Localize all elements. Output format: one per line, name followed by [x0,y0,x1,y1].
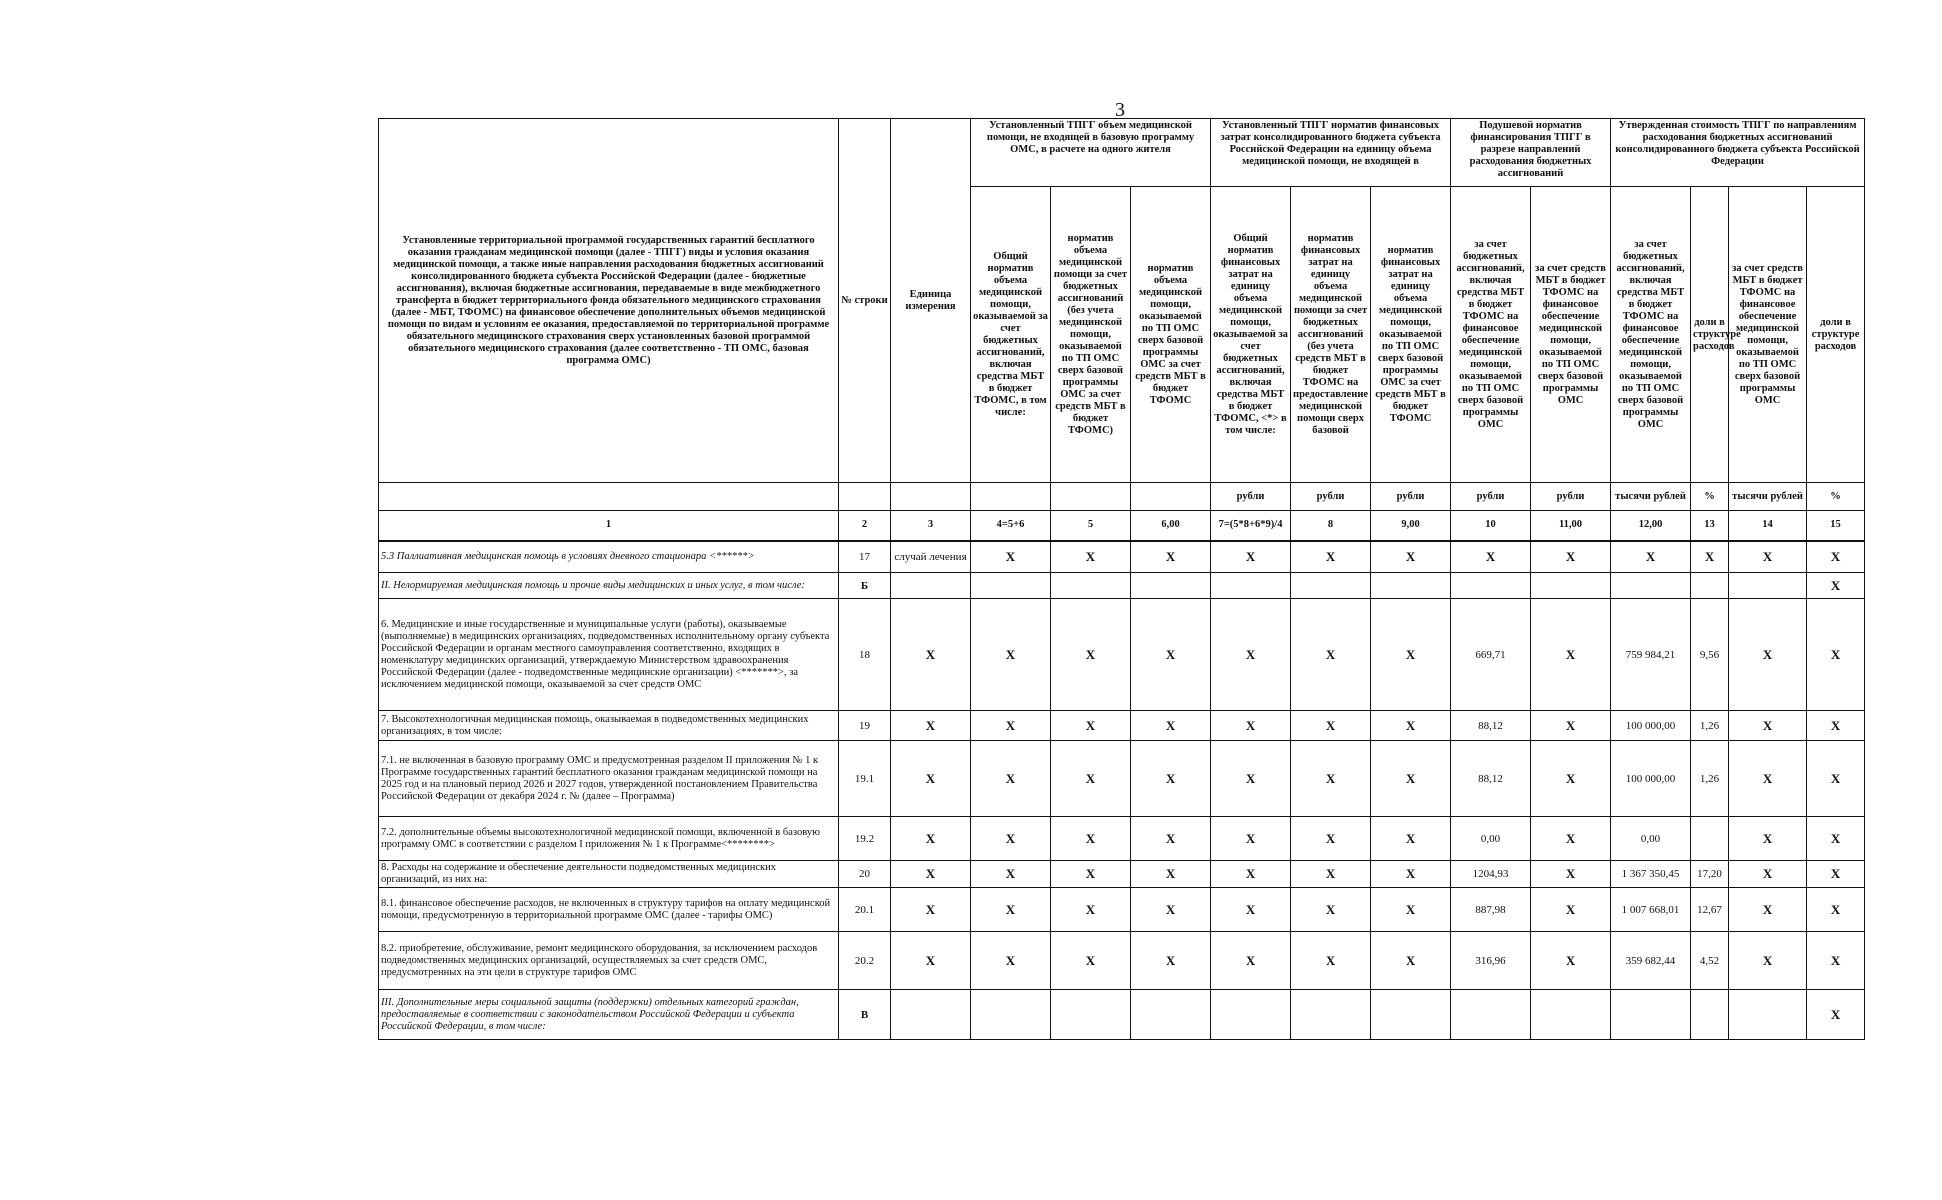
value-cell: X [1371,861,1451,888]
unit-cell: рубли [1451,483,1531,511]
value-cell: X [1211,932,1291,990]
value-cell [1531,573,1611,599]
table-row [379,932,1865,990]
value-cell: X [1051,541,1131,573]
unit-cell: X [891,741,971,817]
value-cell: X [1211,541,1291,573]
value-cell: 12,67 [1691,888,1729,932]
column-number: 13 [1691,511,1729,541]
value-cell [1291,990,1371,1040]
unit-cell: тысячи рублей [1611,483,1691,511]
value-cell: X [1691,541,1729,573]
unit-cell: рубли [1371,483,1451,511]
value-cell: X [1051,817,1131,861]
value-cell: X [1531,711,1611,741]
value-cell: 100 000,00 [1611,741,1691,817]
value-cell: X [1211,888,1291,932]
unit-cell: % [1691,483,1729,511]
unit-cell: X [891,711,971,741]
row-description: 7.2. дополнительные объемы высокотехнологичной медицинской помощи, включенной в базовую программу ОМС в соответствии с разделом I приложения № 1 к Программе<********> [379,817,839,861]
value-cell: X [1131,599,1211,711]
value-cell [971,573,1051,599]
row-number-cell: 18 [839,599,891,711]
value-cell [1451,573,1531,599]
value-cell: 0,00 [1611,817,1691,861]
value-cell: X [1531,541,1611,573]
value-cell: X [1807,990,1865,1040]
value-cell: X [1371,711,1451,741]
value-cell: X [1729,541,1807,573]
value-cell: X [971,932,1051,990]
value-cell: X [1211,711,1291,741]
row-number-cell: 19.1 [839,741,891,817]
value-cell: X [1051,888,1131,932]
header-sub-13: доли в структуре расходов [1691,187,1729,483]
row-number-cell: Б [839,573,891,599]
value-cell: X [1371,741,1451,817]
table-row [379,990,1865,1040]
table-row [379,741,1865,817]
unit-cell: рубли [1531,483,1611,511]
value-cell: X [1807,817,1865,861]
value-cell [1371,573,1451,599]
column-number: 10 [1451,511,1531,541]
value-cell: X [1051,861,1131,888]
value-cell: X [1291,541,1371,573]
value-cell: X [1729,888,1807,932]
financing-table [378,118,1865,1040]
unit-cell: тысячи рублей [1729,483,1807,511]
column-number: 1 [379,511,839,541]
value-cell: X [1291,741,1371,817]
value-cell: X [1729,741,1807,817]
row-number-cell: В [839,990,891,1040]
value-cell: X [1051,932,1131,990]
value-cell: X [971,711,1051,741]
column-number: 8 [1291,511,1371,541]
header-row-number: № строки [839,119,891,483]
value-cell: X [1131,741,1211,817]
value-cell: 9,56 [1691,599,1729,711]
unit-cell: % [1807,483,1865,511]
value-cell: X [971,541,1051,573]
value-cell: X [1729,932,1807,990]
unit-cell: X [891,932,971,990]
value-cell: X [971,599,1051,711]
page-number: 3 [1115,99,1125,121]
value-cell: X [1611,541,1691,573]
value-cell: 1 007 668,01 [1611,888,1691,932]
column-number: 5 [1051,511,1131,541]
value-cell: 88,12 [1451,711,1531,741]
unit-cell [839,483,891,511]
table-row [379,861,1865,888]
value-cell: X [1371,817,1451,861]
value-cell [1729,573,1807,599]
value-cell: 669,71 [1451,599,1531,711]
column-number: 11,00 [1531,511,1611,541]
column-number: 12,00 [1611,511,1691,541]
unit-cell: X [891,888,971,932]
value-cell: X [1211,861,1291,888]
value-cell [1691,990,1729,1040]
value-cell: X [1291,888,1371,932]
value-cell: X [1807,711,1865,741]
value-cell: X [1291,817,1371,861]
value-cell: X [1531,599,1611,711]
value-cell: X [1807,573,1865,599]
column-number: 6,00 [1131,511,1211,541]
header-sub-14: за счет средств МБТ в бюджет ТФОМС на финансовое обеспечение медицинской помощи, оказываемой по ТП ОМС сверх базовой программы ОМС [1729,187,1807,483]
value-cell: X [1807,541,1865,573]
value-cell [1291,573,1371,599]
header-sub-8: норматив финансовых затрат на единицу объема медицинской помощи за счет бюджетных ассигнований (без учета средств МБТ в бюджет ТФОМС на предоставление медицинской помощи сверх базовой [1291,187,1371,483]
value-cell: X [1371,932,1451,990]
value-cell [1211,573,1291,599]
value-cell: X [1131,541,1211,573]
column-number: 2 [839,511,891,541]
header-sub-9: норматив финансовых затрат на единицу объема медицинской помощи, оказываемой по ТП ОМС сверх базовой программы ОМС за счет средств МБТ в бюджет ТФОМС [1371,187,1451,483]
header-group-volume: Установленный ТПГГ объем медицинской помощи, не входящей в базовую программу ОМС, в расчете на одного жителя [971,119,1211,187]
column-number: 15 [1807,511,1865,541]
value-cell: X [1371,541,1451,573]
table-row [379,817,1865,861]
row-description: 7. Высокотехнологичная медицинская помощь, оказываемая в подведомственных медицинских организациях, в том числе: [379,711,839,741]
value-cell: X [1807,932,1865,990]
unit-cell: X [891,599,971,711]
value-cell [1531,990,1611,1040]
column-number: 4=5+6 [971,511,1051,541]
table-body [379,541,1865,1040]
row-number-cell: 20.2 [839,932,891,990]
value-cell: X [1371,599,1451,711]
value-cell: X [1729,817,1807,861]
value-cell: X [1051,741,1131,817]
unit-cell [379,483,839,511]
value-cell: X [1729,861,1807,888]
value-cell: X [1131,817,1211,861]
row-number-cell: 17 [839,541,891,573]
unit-cell [891,990,971,1040]
header-sub-6: норматив объема медицинской помощи, оказываемой по ТП ОМС сверх базовой программы ОМС за счет средств МБТ в бюджет ТФОМС [1131,187,1211,483]
table-row [379,573,1865,599]
column-number: 3 [891,511,971,541]
header-group-cost-norm: Установленный ТПГГ норматив финансовых затрат консолидированного бюджета субъекта Российской Федерации на единицу объема медицинской помощи, не входящей в [1211,119,1451,187]
row-description: 6. Медицинские и иные государственные и муниципальные услуги (работы), оказываемые (выполняемые) в медицинских организациях, подведомственных исполнительному органу субъекта Российской Федерации и органам местного самоуправления соответственно, входящих в номенклатуру медицинских организаций, утверждаемую Министерством здравоохранения Российской Федерации (далее - подведомственные медицинские организации) <*******>, за исключением медицинской помощи, оказываемой за счет средств ОМС [379,599,839,711]
value-cell [1691,573,1729,599]
row-number-cell: 20.1 [839,888,891,932]
value-cell: X [1729,711,1807,741]
value-cell: 0,00 [1451,817,1531,861]
header-group-approved-cost: Утвержденная стоимость ТПГГ по направлениям расходования бюджетных ассигнований консолидированного бюджета субъекта Российской Федерации [1611,119,1865,187]
value-cell: X [1531,817,1611,861]
value-cell [1131,990,1211,1040]
unit-cell [971,483,1051,511]
value-cell [1729,990,1807,1040]
unit-cell [1131,483,1211,511]
value-cell [1211,990,1291,1040]
header-sub-12: за счет бюджетных ассигнований, включая средства МБТ в бюджет ТФОМС на финансовое обеспечение медицинской помощи, оказываемой по ТП ОМС сверх базовой программы ОМС [1611,187,1691,483]
column-number: 14 [1729,511,1807,541]
value-cell: 887,98 [1451,888,1531,932]
value-cell: X [1807,741,1865,817]
value-cell: X [1807,861,1865,888]
value-cell: X [971,817,1051,861]
value-cell: X [1291,599,1371,711]
value-cell: X [1451,541,1531,573]
value-cell: X [1291,932,1371,990]
header-group-per-capita: Подушевой норматив финансирования ТПГГ в разрезе направлений расходования бюджетных ассигнований [1451,119,1611,187]
value-cell: 316,96 [1451,932,1531,990]
header-sub-7: Общий норматив финансовых затрат на единицу объема медицинской помощи, оказываемой за счет бюджетных ассигнований, включая средства МБТ в бюджет ТФОМС, <*> в том числе: [1211,187,1291,483]
value-cell: 88,12 [1451,741,1531,817]
value-cell [1611,573,1691,599]
value-cell: 1,26 [1691,741,1729,817]
value-cell [1611,990,1691,1040]
header-sub-11: за счет средств МБТ в бюджет ТФОМС на финансовое обеспечение медицинской помощи, оказываемой по ТП ОМС сверх базовой программы ОМС [1531,187,1611,483]
row-number-cell: 19.2 [839,817,891,861]
row-description: 8.2. приобретение, обслуживание, ремонт медицинского оборудования, за исключением расходов подведомственных медицинских организаций, осуществляемых за счет средств ОМС, предусмотренных на эти цели в структуре тарифов ОМС [379,932,839,990]
unit-cell [1051,483,1131,511]
header-sub-4: Общий норматив объема медицинской помощи, оказываемой за счет бюджетных ассигнований, включая средства МБТ в бюджет ТФОМС, в том числе: [971,187,1051,483]
row-number-cell: 19 [839,711,891,741]
value-cell: 1204,93 [1451,861,1531,888]
unit-cell [891,483,971,511]
value-cell [971,990,1051,1040]
table-row [379,711,1865,741]
unit-cell: рубли [1211,483,1291,511]
value-cell [1131,573,1211,599]
value-cell: X [1131,711,1211,741]
table-row [379,541,1865,573]
value-cell: X [1211,817,1291,861]
unit-cell [891,573,971,599]
value-cell [1451,990,1531,1040]
value-cell: X [1531,861,1611,888]
value-cell: X [971,888,1051,932]
value-cell: X [1371,888,1451,932]
header-description: Установленные территориальной программой государственных гарантий бесплатного оказания гражданам медицинской помощи (далее - ТПГГ) виды и условия оказания медицинской помощи, а также иные направления расходования бюджетных ассигнований консолидированного бюджета субъекта Российской Федерации (далее - бюджетные ассигнования), включая бюджетные ассигнования, передаваемые в виде межбюджетного трансферта в бюджет территориального фонда обязательного медицинского страхования (далее - МБТ, ТФОМС) на финансовое обеспечение дополнительных объемов медицинской помощи по видам и условиям ее оказания, предоставляемой по территориальной программе обязательного медицинского страхования сверх установленных базовой программой обязательного медицинского страхования (далее соответственно - ТП ОМС, базовая программа ОМС) [379,119,839,483]
value-cell: 1,26 [1691,711,1729,741]
value-cell [1691,817,1729,861]
value-cell: 4,52 [1691,932,1729,990]
value-cell: X [1211,599,1291,711]
value-cell: X [1291,861,1371,888]
header-sub-5: норматив объема медицинской помощи за счет бюджетных ассигнований (без учета медицинской помощи, оказываемой по ТП ОМС сверх базовой программы ОМС за счет средств МБТ в бюджет ТФОМС) [1051,187,1131,483]
row-description: 8.1. финансовое обеспечение расходов, не включенных в структуру тарифов на оплату медицинской помощи, предусмотренную в территориальной программе ОМС (далее - тарифы ОМС) [379,888,839,932]
value-cell: 100 000,00 [1611,711,1691,741]
row-description: 8. Расходы на содержание и обеспечение деятельности подведомственных медицинских организаций, из них на: [379,861,839,888]
unit-cell: X [891,817,971,861]
row-description: 7.1. не включенная в базовую программу ОМС и предусмотренная разделом II приложения № 1 к Программе государственных гарантий бесплатного оказания гражданам медицинской помощи на 2025 год и на плановый период 2026 и 2027 годов, утвержденной постановлением Правительства Российской Федерации от декабря 2024 г. № (далее – Программа) [379,741,839,817]
value-cell [1051,573,1131,599]
value-cell: X [1531,888,1611,932]
value-cell: X [1051,599,1131,711]
header-sub-10: за счет бюджетных ассигнований, включая средства МБТ в бюджет ТФОМС на финансовое обеспечение медицинской помощи, оказываемой по ТП ОМС сверх базовой программы ОМС [1451,187,1531,483]
row-description: II. Нелормируемая медицинская помощь и прочие виды медицинских и иных услуг, в том числе: [379,573,839,599]
value-cell: X [1051,711,1131,741]
table-row [379,599,1865,711]
value-cell: X [1807,599,1865,711]
header-sub-15: доли в структуре расходов [1807,187,1865,483]
row-number-cell: 20 [839,861,891,888]
value-cell: X [1211,741,1291,817]
unit-cell: случай лечения [891,541,971,573]
value-cell: X [971,861,1051,888]
value-cell: X [1807,888,1865,932]
value-cell: X [1131,861,1211,888]
value-cell: X [1531,741,1611,817]
unit-cell: рубли [1291,483,1371,511]
value-cell: X [1131,932,1211,990]
unit-cell: X [891,861,971,888]
value-cell: X [971,741,1051,817]
value-cell: 17,20 [1691,861,1729,888]
value-cell: 359 682,44 [1611,932,1691,990]
table-row [379,888,1865,932]
value-cell: X [1291,711,1371,741]
value-cell [1371,990,1451,1040]
column-number: 9,00 [1371,511,1451,541]
value-cell: 1 367 350,45 [1611,861,1691,888]
row-description: III. Дополнительные меры социальной защиты (поддержки) отдельных категорий граждан, предоставляемые в соответствии с законодательством Российской Федерации и субъекта Российской Федерации, в том числе: [379,990,839,1040]
header-unit: Единица измерения [891,119,971,483]
value-cell: X [1131,888,1211,932]
value-cell [1051,990,1131,1040]
row-description: 5.3 Паллиативная медицинская помощь в условиях дневного стационара <******> [379,541,839,573]
value-cell: X [1531,932,1611,990]
value-cell: X [1729,599,1807,711]
value-cell: 759 984,21 [1611,599,1691,711]
column-number: 7=(5*8+6*9)/4 [1211,511,1291,541]
